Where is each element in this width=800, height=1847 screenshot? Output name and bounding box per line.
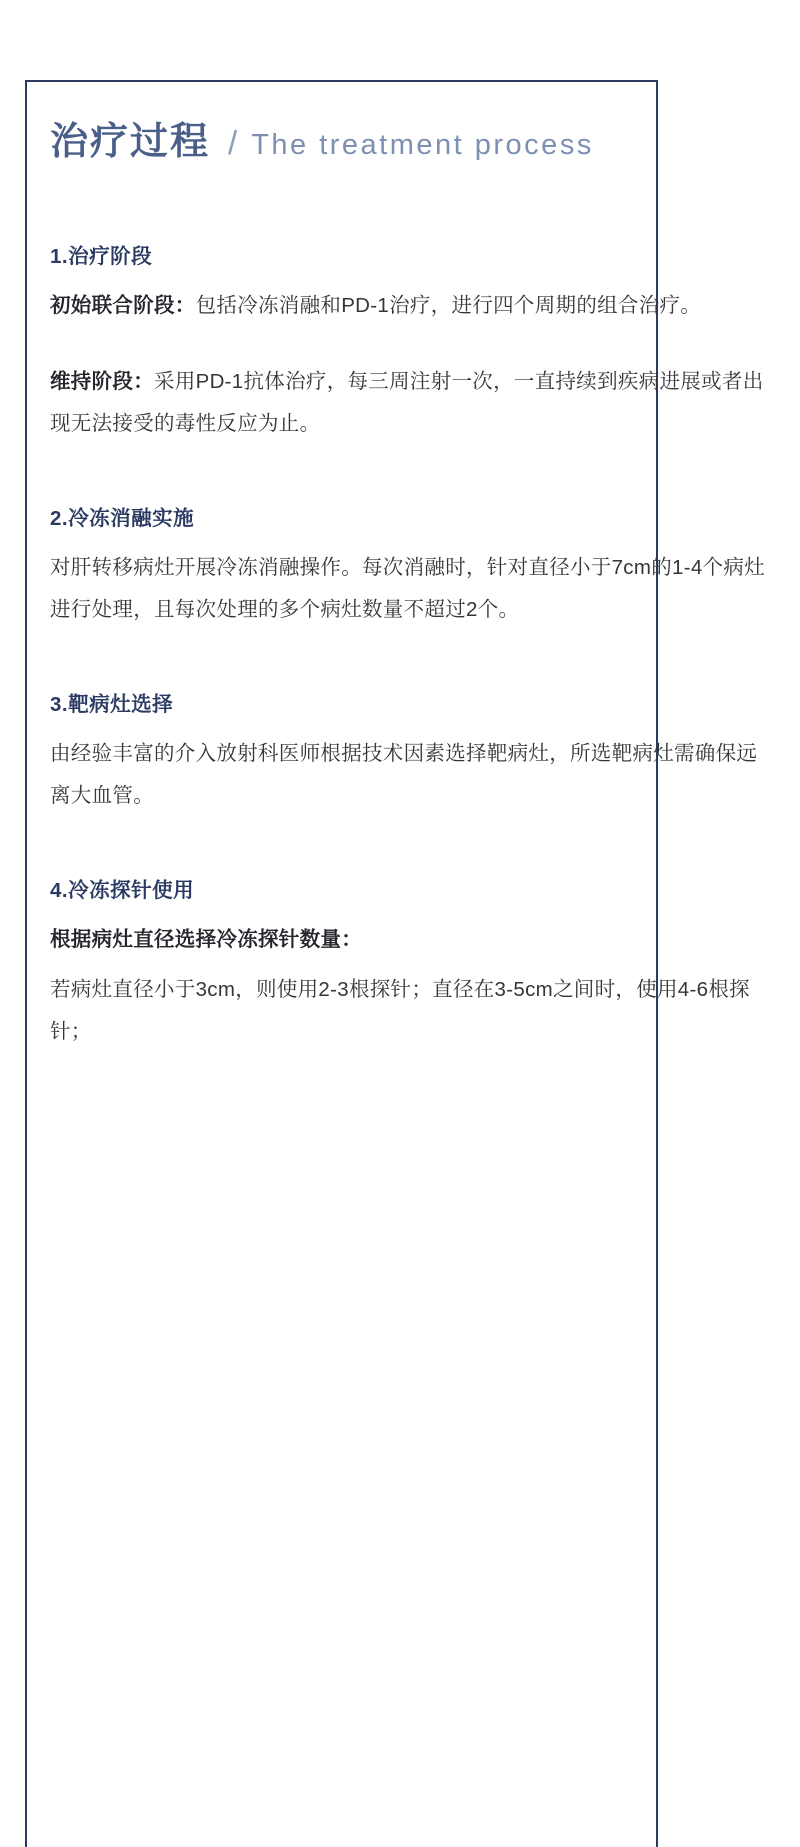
section-heading: 4.冷冻探针使用 xyxy=(50,879,195,903)
section-heading: 3.靶病灶选择 xyxy=(50,693,174,717)
page-title-en: The treatment process xyxy=(251,129,594,161)
section-heading: 2.冷冻消融实施 xyxy=(50,507,195,531)
section-treatment-phases xyxy=(50,239,766,445)
paragraph-text: 由经验丰富的介入放射科医师根据技术因素选择靶病灶，所选靶病灶需确保远离大血管。 xyxy=(50,742,758,808)
paragraph-text: 采用PD-1抗体治疗，每三周注射一次，一直持续到疾病进展或者出现无法接受的毒性反应为止。 xyxy=(50,370,764,436)
paragraph xyxy=(50,733,766,817)
section-cryoablation-implementation xyxy=(50,501,766,631)
paragraph xyxy=(50,361,766,445)
section-heading: 1.治疗阶段 xyxy=(50,245,153,268)
paragraph xyxy=(50,969,766,1053)
paragraph-text: 根据病灶直径选择冷冻探针数量： xyxy=(50,928,362,952)
paragraph-text: 包括冷冻消融和PD-1治疗，进行四个周期的组合治疗。 xyxy=(195,294,702,317)
paragraph-lead: 初始联合阶段： xyxy=(50,294,196,317)
paragraph xyxy=(50,919,766,961)
paragraph-lead: 维持阶段： xyxy=(50,370,154,394)
section-target-lesion-selection xyxy=(50,687,766,817)
section-cryoprobe-usage xyxy=(50,873,766,1053)
page-title-cn: 治疗过程 xyxy=(50,121,211,163)
paragraph xyxy=(50,547,766,631)
paragraph-text: 对肝转移病灶开展冷冻消融操作。每次消融时，针对直径小于7cm的1-4个病灶进行处理，且每次处理的多个病灶数量不超过2个。 xyxy=(50,556,765,622)
title-separator: / xyxy=(228,124,238,161)
paragraph xyxy=(50,285,766,327)
page-title xyxy=(50,110,766,165)
paragraph-text: 若病灶直径小于3cm，则使用2-3根探针；直径在3-5cm之间时，使用4-6根探针； xyxy=(50,978,750,1044)
